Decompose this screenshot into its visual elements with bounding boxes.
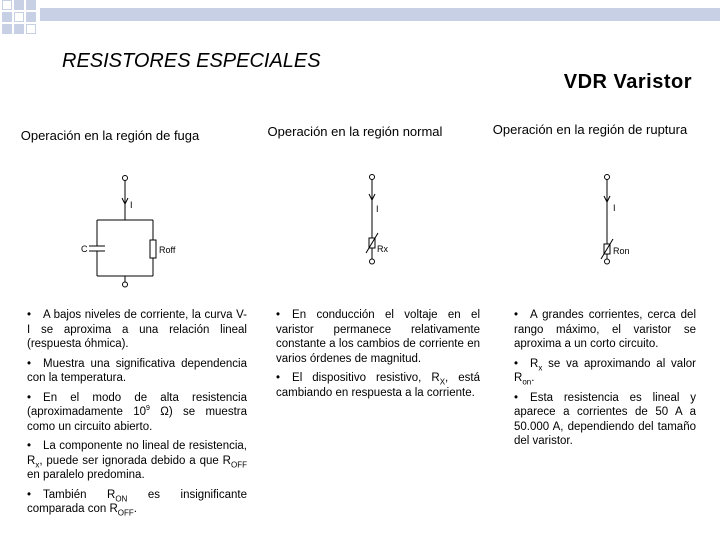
current-label: I xyxy=(130,200,133,210)
bullet-item: • Muestra una significativa dependencia con la temperatura. xyxy=(27,357,247,384)
header-bar xyxy=(40,8,720,21)
resistor-label: Roff xyxy=(159,245,176,255)
bullet-item: • En conducción el voltaje en el varistor permanece relativamente constante a los cambios de corriente en varios órdenes de magnitud. xyxy=(276,309,480,365)
bullet-item: • También $R_{ON}$ es insignificante comparada con $R_{OFF}$. xyxy=(27,488,247,518)
circuit-diagram-leakage xyxy=(75,172,195,297)
bullet-list-breakdown xyxy=(514,308,696,454)
bullet-list-normal xyxy=(276,308,480,405)
column-heading-normal: Operación en la región normal xyxy=(267,124,443,139)
circuit-diagram-normal xyxy=(340,172,420,272)
column-heading-breakdown: Operación en la región de ruptura xyxy=(492,122,688,137)
column-heading-leakage: Operación en la región de fuga xyxy=(20,128,200,143)
capacitor-label: C xyxy=(81,244,88,254)
slide-title: RESISTORES ESPECIALES xyxy=(62,50,321,72)
resistor-label: Ron xyxy=(613,246,630,256)
bullet-list-leakage xyxy=(27,308,247,522)
circuit-diagram-breakdown xyxy=(575,172,655,272)
slide-subtitle: VDR Varistor xyxy=(563,71,692,93)
resistor-label: Rx xyxy=(377,244,388,254)
bullet-item: • $R_x$ se va aproximando al valor $R_{on}$. xyxy=(514,357,696,387)
bullet-item: • La componente no lineal de resistencia, $R_x$, puede ser ignorada debido a que $R_{OFF}$ en paralelo predomina. xyxy=(27,440,247,481)
current-label: I xyxy=(376,204,379,214)
bullet-item: • En el modo de alta resistencia (aproximadamente $10^9$ Ω) se muestra como un circuito abierto. xyxy=(27,391,247,433)
current-label: I xyxy=(613,203,616,213)
bullet-item: • El dispositivo resistivo, $R_X$, está cambiando en respuesta a la corriente. xyxy=(276,372,480,399)
bullet-item: • Esta resistencia es lineal y aparece a corrientes de 50 A a 50.000 A, dependiendo del tamaño del varistor. xyxy=(514,391,696,447)
bullet-item: • A grandes corrientes, cerca del rango máximo, el varistor se aproxima a un corto circuito. xyxy=(514,309,696,350)
bullet-item: • A bajos niveles de corriente, la curva V-I se aproxima a una relación lineal (respuesta óhmica). xyxy=(27,309,247,350)
